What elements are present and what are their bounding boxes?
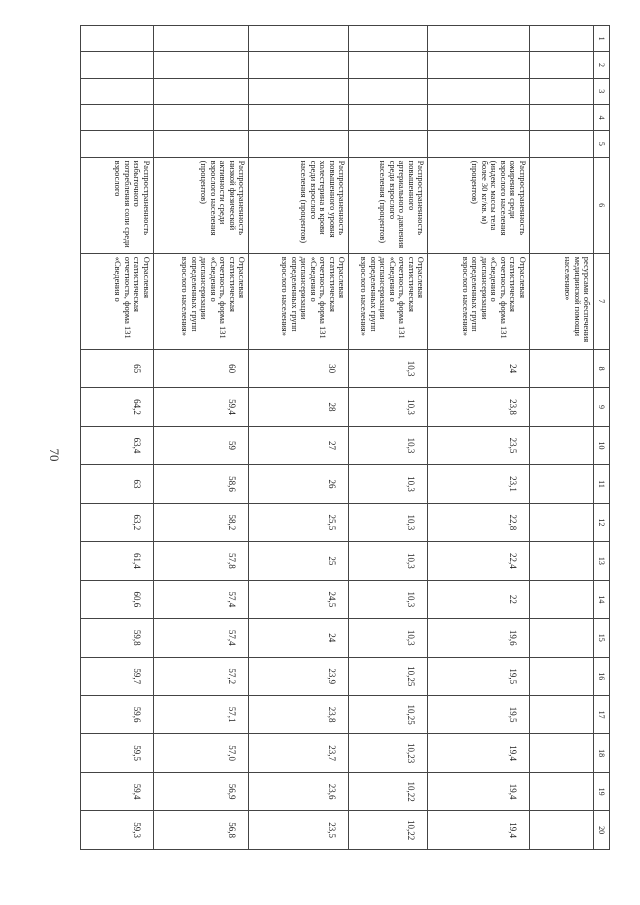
empty-cell <box>349 104 428 130</box>
value-cell: 63 <box>81 465 154 503</box>
value-cell: 10,25 <box>349 695 428 733</box>
value-cell: 24 <box>249 619 349 657</box>
empty-cell <box>428 131 530 157</box>
empty-cell <box>249 78 349 104</box>
empty-cell <box>153 104 249 130</box>
value-cell: 56,8 <box>153 811 249 850</box>
col-header: 6 <box>594 157 610 253</box>
value-cell: 22,8 <box>428 503 530 541</box>
value-cell: 19,4 <box>428 811 530 850</box>
value-cell: 19,4 <box>428 734 530 772</box>
value-cell: 10,3 <box>349 465 428 503</box>
value-cell: 30 <box>249 349 349 387</box>
empty-cell <box>349 131 428 157</box>
value-cell: 23,8 <box>428 388 530 426</box>
col-header: 10 <box>594 426 610 464</box>
value-cell: 59,3 <box>81 811 154 850</box>
value-cell: 23,6 <box>249 772 349 810</box>
value-cell: 19,5 <box>428 695 530 733</box>
col-header: 11 <box>594 465 610 503</box>
value-cell: 59 <box>153 426 249 464</box>
value-cell <box>530 465 594 503</box>
col-header: 17 <box>594 695 610 733</box>
value-cell: 19,5 <box>428 657 530 695</box>
table-row <box>530 26 594 850</box>
col-header: 13 <box>594 542 610 580</box>
value-cell: 10,3 <box>349 542 428 580</box>
value-cell: 23,5 <box>428 426 530 464</box>
empty-cell <box>81 26 154 52</box>
value-cell: 24 <box>428 349 530 387</box>
col-header: 2 <box>594 52 610 78</box>
value-cell: 25 <box>249 542 349 580</box>
col-header: 1 <box>594 26 610 52</box>
empty-cell <box>249 131 349 157</box>
indicator-cell: Распространенность избыточного потребления соли среди взрослого <box>81 157 154 253</box>
value-cell: 59,5 <box>81 734 154 772</box>
table-row <box>81 26 154 850</box>
value-cell: 10,3 <box>349 619 428 657</box>
value-cell <box>530 426 594 464</box>
value-cell <box>530 734 594 772</box>
value-cell: 57,4 <box>153 619 249 657</box>
col-header: 16 <box>594 657 610 695</box>
empty-cell <box>153 78 249 104</box>
col-header: 8 <box>594 349 610 387</box>
indicator-cell: Распространенность ожирения среди взрослого населения (индекс массы тела более 30 кг/кв. м) (процентов) <box>428 157 530 253</box>
empty-cell <box>349 52 428 78</box>
col-header: 3 <box>594 78 610 104</box>
source-cell: Отраслевая статистическая отчетность, форма 131 «Сведения о диспансеризации определенных групп взрослого населения» <box>153 253 249 349</box>
value-cell: 61,4 <box>81 542 154 580</box>
empty-cell <box>153 52 249 78</box>
value-cell: 10,22 <box>349 811 428 850</box>
value-cell: 23,8 <box>249 695 349 733</box>
value-cell: 10,22 <box>349 772 428 810</box>
value-cell: 24,5 <box>249 580 349 618</box>
table-row <box>349 26 428 850</box>
value-cell: 25,5 <box>249 503 349 541</box>
empty-cell <box>530 52 594 78</box>
empty-cell <box>153 131 249 157</box>
empty-cell <box>530 78 594 104</box>
empty-cell <box>249 26 349 52</box>
value-cell: 19,4 <box>428 772 530 810</box>
indicator-table <box>80 25 610 850</box>
value-cell: 56,9 <box>153 772 249 810</box>
value-cell: 23,9 <box>249 657 349 695</box>
value-cell <box>530 695 594 733</box>
table-row <box>249 26 349 850</box>
empty-cell <box>81 78 154 104</box>
indicator-cell: Распространенность повышенного уровня холестерина в крови среди взрослого населения (процентов) <box>249 157 349 253</box>
value-cell: 59,8 <box>81 619 154 657</box>
col-header: 9 <box>594 388 610 426</box>
value-cell: 58,2 <box>153 503 249 541</box>
value-cell: 27 <box>249 426 349 464</box>
value-cell <box>530 349 594 387</box>
empty-cell <box>349 78 428 104</box>
rotated-table <box>80 25 610 850</box>
value-cell <box>530 580 594 618</box>
empty-cell <box>81 131 154 157</box>
col-header: 18 <box>594 734 610 772</box>
empty-cell <box>428 78 530 104</box>
empty-cell <box>81 104 154 130</box>
value-cell: 28 <box>249 388 349 426</box>
table-row <box>153 26 249 850</box>
value-cell: 10,25 <box>349 657 428 695</box>
indicator-cell <box>530 157 594 253</box>
header-row <box>594 26 610 850</box>
value-cell: 26 <box>249 465 349 503</box>
value-cell: 59,6 <box>81 695 154 733</box>
col-header: 14 <box>594 580 610 618</box>
value-cell: 19,6 <box>428 619 530 657</box>
source-cell: Отраслевая статистическая отчетность, форма 131 «Сведения о диспансеризации определенных групп взрослого населения» <box>249 253 349 349</box>
indicator-cell: Распространенность повышенного артериального давления среди взрослого населения (процентов) <box>349 157 428 253</box>
value-cell: 63,4 <box>81 426 154 464</box>
value-cell: 22,4 <box>428 542 530 580</box>
value-cell: 57,4 <box>153 580 249 618</box>
col-header: 5 <box>594 131 610 157</box>
value-cell <box>530 619 594 657</box>
empty-cell <box>428 52 530 78</box>
col-header: 15 <box>594 619 610 657</box>
value-cell <box>530 542 594 580</box>
source-cell: Отраслевая статистическая отчетность, форма 131 «Сведения о диспансеризации определенных групп взрослого населения» <box>428 253 530 349</box>
source-cell: ресурсами обеспечения медицинской помощи населению» <box>530 253 594 349</box>
value-cell: 59,4 <box>81 772 154 810</box>
value-cell: 10,3 <box>349 503 428 541</box>
page-number: 70 <box>47 448 62 462</box>
value-cell: 10,3 <box>349 388 428 426</box>
value-cell <box>530 657 594 695</box>
table-row <box>428 26 530 850</box>
col-header: 20 <box>594 811 610 850</box>
value-cell <box>530 388 594 426</box>
value-cell <box>530 772 594 810</box>
value-cell: 22 <box>428 580 530 618</box>
value-cell <box>530 811 594 850</box>
empty-cell <box>81 52 154 78</box>
empty-cell <box>530 131 594 157</box>
value-cell: 23,1 <box>428 465 530 503</box>
value-cell: 57,2 <box>153 657 249 695</box>
empty-cell <box>249 104 349 130</box>
value-cell: 57,1 <box>153 695 249 733</box>
value-cell: 65 <box>81 349 154 387</box>
rotated-table-area <box>80 25 610 850</box>
empty-cell <box>530 26 594 52</box>
empty-cell <box>428 104 530 130</box>
col-header: 7 <box>594 253 610 349</box>
source-cell: Отраслевая статистическая отчетность, форма 131 «Сведения о <box>81 253 154 349</box>
value-cell: 23,7 <box>249 734 349 772</box>
empty-cell <box>530 104 594 130</box>
indicator-cell: Распространенность низкой физической активности среди взрослого населения (процентов) <box>153 157 249 253</box>
value-cell: 10,3 <box>349 580 428 618</box>
value-cell: 58,6 <box>153 465 249 503</box>
value-cell: 57,8 <box>153 542 249 580</box>
value-cell: 57,0 <box>153 734 249 772</box>
value-cell: 10,3 <box>349 349 428 387</box>
col-header: 4 <box>594 104 610 130</box>
value-cell: 60,6 <box>81 580 154 618</box>
col-header: 19 <box>594 772 610 810</box>
value-cell: 10,23 <box>349 734 428 772</box>
value-cell: 63,2 <box>81 503 154 541</box>
empty-cell <box>249 52 349 78</box>
source-cell: Отраслевая статистическая отчетность, форма 131 «Сведения о диспансеризации определенных групп взрослого населения» <box>349 253 428 349</box>
value-cell <box>530 503 594 541</box>
value-cell: 60 <box>153 349 249 387</box>
empty-cell <box>153 26 249 52</box>
value-cell: 23,5 <box>249 811 349 850</box>
col-header: 12 <box>594 503 610 541</box>
value-cell: 59,7 <box>81 657 154 695</box>
empty-cell <box>349 26 428 52</box>
value-cell: 64,2 <box>81 388 154 426</box>
empty-cell <box>428 26 530 52</box>
value-cell: 10,3 <box>349 426 428 464</box>
value-cell: 59,4 <box>153 388 249 426</box>
